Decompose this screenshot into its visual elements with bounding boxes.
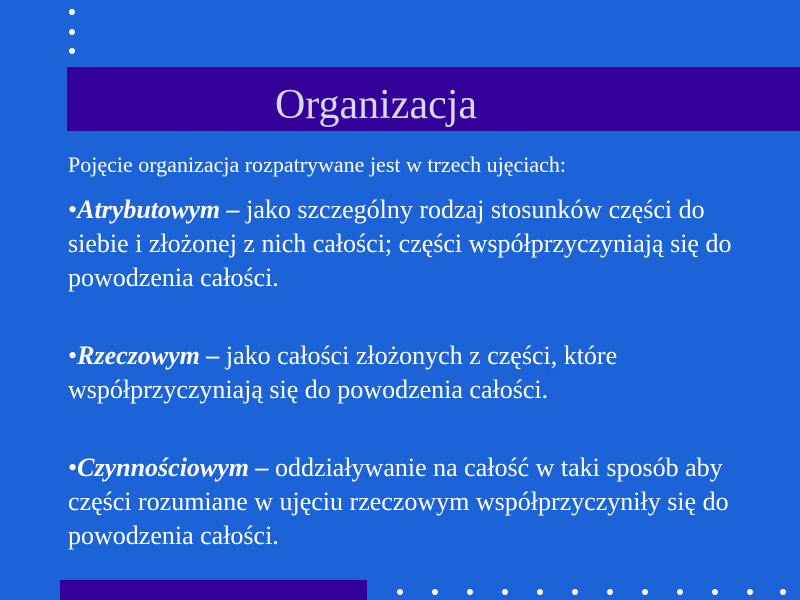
slide-content (68, 150, 768, 597)
bullet-term: Czynnościowym – (77, 453, 269, 482)
bullet-marker: • (68, 453, 78, 482)
slide-title: Organizacja (274, 82, 478, 128)
bottom-bar (60, 580, 367, 600)
bullet-term: Rzeczowym – (77, 341, 220, 370)
decor-dot (397, 589, 403, 595)
decor-dot (432, 589, 438, 595)
decor-dot (467, 589, 473, 595)
decor-dot (780, 589, 786, 595)
decor-dot (69, 29, 75, 35)
decor-dot (502, 589, 508, 595)
bullet-item (68, 339, 768, 407)
bullet-marker: • (68, 341, 78, 370)
decor-dot (747, 589, 753, 595)
decor-dot (677, 589, 683, 595)
bullet-marker: • (68, 195, 78, 224)
bullet-item (68, 451, 768, 553)
title-bar (67, 67, 800, 131)
bullet-text: jako szczególny rodzaj stosunków części do siebie i złożonej z nich całości; części współprzyczyniają się do powodzenia całości. (68, 195, 732, 292)
decor-dot (537, 589, 543, 595)
decor-dot (642, 589, 648, 595)
decor-dot (69, 48, 75, 54)
decor-dot (69, 9, 75, 15)
decor-dot (607, 589, 613, 595)
bullet-term: Atrybutowym – (77, 195, 240, 224)
intro-text: Pojęcie organizacja rozpatrywane jest w trzech ujęciach: (68, 152, 567, 177)
bullet-text: jako całości złożonych z części, które współprzyczyniają się do powodzenia całości. (68, 341, 618, 404)
bullet-text: oddziaływanie na całość w taki sposób aby części rozumiane w ujęciu rzeczowym współprzyczyniły się do powodzenia całości. (68, 453, 729, 550)
bullet-item (68, 193, 768, 295)
decor-dot (712, 589, 718, 595)
decor-dot (572, 589, 578, 595)
